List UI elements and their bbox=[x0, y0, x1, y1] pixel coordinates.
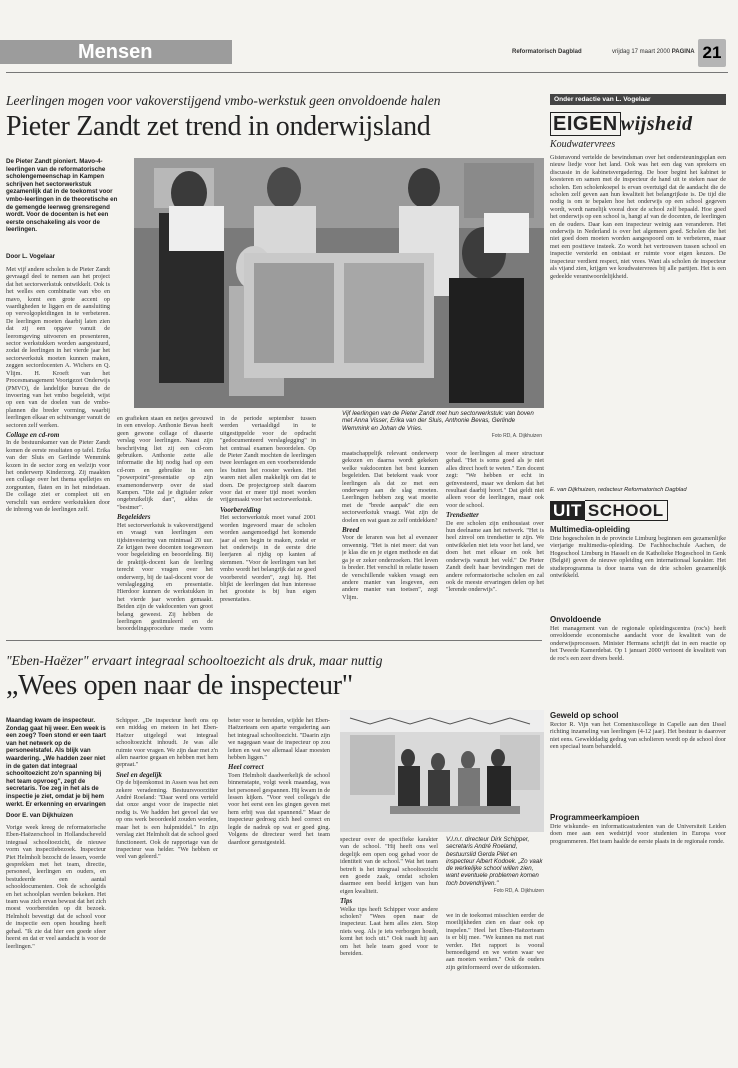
article1-col5b-text: De ere scholen zijn enthousiast over hun deelname aan het netwerk. "Het is heel zinvol om trendsetter te zijn. We ontwikkelen niet iets voor het land, we doen het met elkaar en ook het onderwijs vanuit het veld." De Pieter Zandt deelt haar bevindingen met de andere reformatorische scholen en zal ook de meeste ervaringen delen op het "lerende onderwijs". bbox=[446, 519, 544, 594]
article1-column-4 bbox=[342, 450, 438, 633]
article2-byline: Door E. van Dijkhuizen bbox=[6, 812, 74, 819]
article2-photo-caption: V.l.n.r. directeur Dirk Schipper, secretaris André Roeland, bestuurslid Gerda Pilet en inspecteur Albert Kodoek. „Zo vaak de werkelijke school willen zien, want eventuele problemen komen toch bovendrijven." bbox=[446, 836, 543, 887]
article2-col4-text: specteur over de specifieke karakter van de school. "Hij heeft ons wel degelijk een open oog gehad voor de identiteit van de school." Wat het team betreft is het integraal schooltoezicht een goede zaak, omdat scholen daarmee een beeld krijgen van hun eigen kwaliteit. bbox=[340, 836, 438, 895]
uit-item-text: Drie wiskunde- en informaticastudenten van de Universiteit Leiden doen mee aan een wedstrijd voor studenten in Europa voor programmeren. Het team haalde de eerste plaats in de regionale ronde. bbox=[550, 823, 726, 845]
article1-col2-text: en grafieken staan en netjes gevouwd in een envelop. Anthonie Bevas heeft geen gewone collage of diaserie verslag voor leerlingen. Naast zijn beschrijving liet zij een cd-rom gebruiken. Anthonie zette alle informatie die hij nodig had op een cd-rom en gebruikte in een "powerpoint"-presentatie op zijn examenonderwerp over de stad Kampen. "Die zal je digitaler zeker ongebruikelijk dan", aldus de "bestmer". bbox=[117, 415, 213, 511]
article2-column-5: we in de toekomst misschien eerder de moeilijkheden zien en daar ook op inspelen." Heel het Eben-Haëzerteam is er blij mee. "We kunnen nu met rust verder. Het rapport is vooral bemoedigend en we weten waar we aan moeten werken." Ook de ouders zijn geïnformeerd over de uitkomsten. bbox=[446, 912, 544, 971]
column-subtitle: Koudwatervrees bbox=[550, 139, 616, 150]
article2-kicker: "Eben-Haëzer" ervaart integraal schooltoezicht als druk, maar nuttig bbox=[6, 653, 383, 668]
article1-col1-text: Met vijf andere scholen is de Pieter Zandt gevraagd deel te nemen aan het project dat het sectorwerkstuk ontwikkelt. Ook is het welles een combinatie van vbo en mavo, komt een grote accent op vaardigheden te liggen en de aansluiting op vervolgopleidingen in te verbeteren. De leerlingen moeten daarbij laten zien dat zij een opgave vanuit de leeromgeving uitvoeren en presenteren, sector werkstukken worden aangestuurd, zodat de leerlingen in het vierde jaar het sectorwerkstuk moeten kunnen maken, zeggen sectordocenten A. Wichers en Q. Vlijm. H. Kroeft van het Procesmanagement Voortgezet Onderwijs (PMVO), de landelijke bureau die de invoering van het vmbo begeleidt, wijst op een van de doelen van de vmbo-plannen die breder vorming, waarbij leerlingen elkaar en schitvanger vanuit de sectoren zelf werken. bbox=[6, 266, 110, 429]
article1-photo bbox=[134, 158, 544, 408]
column-title bbox=[550, 113, 726, 136]
article1-col2b-text: Het sectorwerkstuk is vakoverstijgend en vraagt van leerlingen een tijdsinvestering van minimaal 20 uur. Ze krijgen twee docenten toegewezen voor begeleiding en beoordeling. Bij de praktijk-docent kan de leerling terecht voor vragen over het onderwerp, bij de taal-docent voor de verslaglegging en presentatie. Hierdoor kunnen de werkstukken in het vierde jaar worden gemaakt. Beiden zijn de vakdocenten van groot belang geweest. Zij hebben de leerlingen gestimuleerd en de beoordelingsprocedure mede vorm bbox=[117, 521, 213, 633]
article2-photo-caption-block bbox=[446, 836, 544, 894]
uit-school-items bbox=[550, 525, 726, 881]
article2-col4b-text: Welke tips heeft Schipper voor andere scholen? "Wees open naar de inspecteur. Laat hem alles zien. Stop niets weg. Als je iets verborgen houdt, komt het toch uit." Ook raadt hij aan om het hele team goed voor te bereiden. bbox=[340, 905, 438, 958]
uit-item bbox=[550, 615, 726, 707]
article1-col5-text: voor de leerlingen al meer structuur gehad. "Het is soms goed als je niet alles direct hoeft te weten." Een docent zegt: "We hebben er echt in geïnvesteerd, maar we denken dat het resultaat daarbij hoort." Dat geldt niet alleen voor de leerlingen, maar ook voor de school. bbox=[446, 450, 544, 509]
article2-col3b-text: Toen Helmholt daadwerkelijk de school binnenstapte, volgt week maandag, was het personeel gespannen. Hij kwam in de lessen kijken. "Voor veel collega's die voor het eerst een les gingen geven met hem erbij was dat spannend." Maar de inspecteur gedroeg zich heel correct en legde de nadruk op wat er goed ging. Volgens de directeur werd het team daardoor gerustgesteld. bbox=[228, 771, 330, 846]
page-number: 21 bbox=[698, 39, 726, 67]
article1-intro: De Pieter Zandt pioniert. Mavo-4-leerlingen van de reformatorische scholengemeenschap in Kampen schrijven het sectorwerkstuk gezamenlijk dat in de toekomst voor vmbo-leerlingen in de theoretische en de gemengde leerweg grensregend wordt. Voor de docenten is het een eerste onschakeling als voor de leerlingen. bbox=[6, 158, 118, 234]
article2-photo bbox=[340, 710, 544, 832]
uit-item-head: Multimedia-opleiding bbox=[550, 525, 630, 534]
article-divider bbox=[6, 640, 542, 641]
article2-col2-text: Schipper. „De inspecteur heeft ons op een middag en meteen in het Eben-Haëzer uitgelegd wat integraal schooltoezicht inhoudt. Je was alle ruimte voor vragen. We zijn daar met z'n allen naartoe gegaan en hebben met hem gepraat." bbox=[116, 717, 218, 769]
header-rule bbox=[6, 72, 728, 73]
article1-column-2 bbox=[117, 415, 213, 633]
article2-col3-text: beter voor te bereiden, wijdde het Eben-Haëzerteam een aparte vergadering aan het integraal schooltoezicht. "Daarin zijn we nagegaan waar de inspecteur op zou letten en wat we allemaal klaar moesten hebben liggen." bbox=[228, 717, 330, 762]
newspaper-name: Reformatorisch Dagblad bbox=[512, 49, 582, 55]
uit-title-box: UIT bbox=[550, 501, 585, 520]
article1-photo-caption: Vijf leerlingen van de Pieter Zandt met hun sectorwerkstuk: van boven met Anna Visser, Erika van der Sluis, Anthonie Bevas, Gerlinde Wemmink en Johan de Vries. bbox=[342, 410, 534, 432]
article1-headline: Pieter Zandt zet trend in onderwijsland bbox=[6, 111, 431, 142]
article2-column-4 bbox=[340, 836, 438, 1052]
article1-col1b-text: In de bestuurskamer van de Pieter Zandt komen de eerste resultaten op tafel. Erika van der Sluis en Gerlinde Wemmink kozen in de sector zorg en welzijn voor het onderwerp Kinderzorg. Zij maakten een collage over het thema spelletjes en zorgpunten, flaten en in het mindetaan. De collage ziet er compleet uit en verschilt van eerdere werkstukken door de inbreng van de leerlingen zelf. bbox=[6, 439, 110, 513]
school-staff-photo bbox=[340, 710, 544, 832]
article1-subhead-trendsetter: Trendsetter bbox=[446, 511, 479, 520]
sidebar bbox=[550, 94, 726, 881]
article2-column-1: Vorige week kreeg de reformatorische Eben-Haëzerschool in Hollandscheveld integraal schooltoezicht, de nieuwe vorm van inspectiebezoek. Inspecteur Piet Helmholt bezocht de lessen, voerde gesprekken met het team, directie, personeel, leerlingen en ouders, en bestudeerde een aantal schooldocumenten. Ook de schoolgids en het schoolplan werden bekeken. Het team was zich ervan bewust dat het zich moest voorbereiden op dit bezoek. Helmholt bevestigt dat de school voor de inspectie een open houding heeft gehad. "Ik zie dat hier een goede sfeer heerst en dat er veel aandacht is voor de leerlingen." bbox=[6, 824, 106, 950]
uit-item-head: Onvoldoende bbox=[550, 615, 602, 624]
sidebar-editor: Onder redactie van L. Vogelaar bbox=[550, 94, 726, 105]
article1-col3b-text: Het sectorwerkstuk moet vanaf 2001 worden ingevoerd maar de scholen worden aangemoedigd het komende jaar al een begin te maken, zodat er het onderwijs in de eerste drie leerjaren al rijdig op kanten af stemmen. "Voor de leerlingen van het vmbo wordt het belangrijk dat ze goed voorbereid worden", zegt hij. Het blijkt de leerlingen dat hun interesse het grootste is bij hun eigen presentaties. bbox=[220, 514, 316, 603]
uit-item-text: Rector R. Vijn van het Comeniuscollege in Capelle aan den IJssel richting inzameling van leerlingen (4-12 jaar). Het bestuur is daarover niet eens. Gewelddadig gedrag van scholieren wordt op de school door een speciaal team behandeld. bbox=[550, 721, 726, 751]
article2-subhead-snel: Snel en degelijk bbox=[116, 770, 162, 779]
article1-col3-text: in de periode september tussen werden vertaaldigd in te uitgestippelde voor de opdracht "gedocumenteerd verslaglegging" in het centraal examen beoordelen. Op de Pieter Zandt mochten de leerlingen twee leerdagen en een voorbereidende les buiten het rooster werken. Het waren niet allen makkelijk om dat te doen. De projectgroep stelt daarom voor dat er meer tijd moet worden vrijgemaakt voor het sectorwerkstuk. bbox=[220, 415, 316, 504]
uit-item-head: Geweld op school bbox=[550, 711, 619, 720]
article2-col2b-text: Op de bijeenkomst in Assen was het een zekere verademing. Bestuursvoorzitter André Roeland: "Daar werd ons verteld dat onze angst voor de inspectie niet nodig is. We hadden het gevoel dat we op ons werk beoordeeld zouden worden, maar het is een hulpmiddel." In zijn verslag ziet Helmholt dat de school goed functioneert. Ook de rapportage van de inspecteur was helder. "We hebben er veel van geleerd." bbox=[116, 779, 218, 861]
article1-col4-text: maatschappelijk relevant onderwerp gekozen en daarna wordt gekeken welke vakdocenten het best kunnen begeleiden. Dat betekent vaak voor leerlingen als dat ze met een onderwerp aan de slag moeten. Leerlingen hebben zeg wat moeite met de "brede aanpak" die een sectorwerkstuk vraagt. Wat zijn de doelen en wat gaan ze zelf ontdekken? bbox=[342, 450, 438, 524]
article2-headline: „Wees open naar de inspecteur" bbox=[6, 670, 353, 701]
students-photo bbox=[134, 158, 544, 408]
article1-subhead-breed: Breed bbox=[342, 526, 360, 535]
uit-item-text: Het management van de regionale opleidingscentra (roc's) heeft onvoldoende economische aandacht voor de kwaliteit van de onderwijsprocessen. Minister Hermans schrijft dat in een reactie op het Tweede Kamerdebat. Op 1 januari 2000 vertoont de kwaliteit van de roc's een zeer divers beeld. bbox=[550, 625, 726, 662]
article2-subhead-tips: Tips bbox=[340, 897, 353, 906]
article1-photo-credit: Foto RD, A. Dijkhuizen bbox=[491, 432, 542, 439]
article2-intro: Maandag kwam de inspecteur. Zondag gaat hij weer. Een week is een zoeg? Toen stond er een taart van het netwerk op de personeelstafel. Als blijk van waardering. „We hadden zeer niet in de gaten dat integraal schooltoezicht zo'n spanning bij het team opvroeg", zegt de secretaris. Toe zeg in het als de inspectie je ziet, omdat je bij hem werkt. Er erkenning en ervaringen bbox=[6, 717, 106, 808]
article2-photo-credit: Foto RD, A. Dijkhuizen bbox=[493, 888, 544, 895]
article1-subhead-collage: Collage en cd-rom bbox=[6, 430, 60, 439]
article1-column-1 bbox=[6, 266, 110, 631]
article1-col4b-text: Voor de leraren was het al evenzeer onwennig. "Het is niet meer: dat van je klas die en je eigen methode en dat ga je er zeker onderzoeken. Het leven is breder. Het verschil in relatie tussen de verschillende vakken vraagt een andere manier van lesgeven, een andere manier van toetsen", zegt Vlijm. bbox=[342, 534, 438, 601]
uit-title-rest: SCHOOL bbox=[585, 500, 668, 521]
uit-item bbox=[550, 711, 726, 809]
uit-item bbox=[550, 813, 726, 881]
date: vrijdag 17 maart 2000 bbox=[612, 49, 671, 55]
article2-subhead-correct: Heel correct bbox=[228, 763, 264, 772]
article2-column-2 bbox=[116, 717, 218, 1052]
column-title-box: EIGEN bbox=[550, 112, 621, 136]
column-title-rest: wijsheid bbox=[620, 113, 693, 135]
article1-subhead-begeleiders: Begeleiders bbox=[117, 513, 151, 522]
article1-byline: Door L. Vogelaar bbox=[6, 253, 56, 260]
uit-item-text: Drie hogescholen in de provincie Limburg beginnen een gezamenlijke vierjarige multimedia-opleiding. De Fachhochschule Aachen, de Hogeschool Limburg in Hasselt en de Katholieke Hogeschool in Genk (België) geven de nieuwe opleiding een internationaal karakter. Het studieprogramma is door teams van de drie scholen gezamenlijk ontwikkeld. bbox=[550, 535, 726, 580]
uit-item bbox=[550, 525, 726, 611]
article1-kicker: Leerlingen mogen voor vakoverstijgend vmbo-werkstuk geen onvoldoende halen bbox=[6, 93, 441, 108]
page-label: PAGINA bbox=[671, 49, 695, 55]
section-title: Mensen bbox=[0, 40, 232, 64]
column-text: Gisteravond vertelde de bewindsman over het ondersteuningsplan een nieuw liedje voor het land. Ook was het een dag van sprekers en discussie in de kabinetsvergadering. De boer begint het kabinet te koesteren en samen met de inspecteur de hand uit te steken naar de scholen. Een scholenkoepel is ervan overtuigd dat de aandacht die de scholen zelf geven aan hun kwaliteit het belangrijkste is. De tijd die nodig is om te bepalen hoe het onderwijs op een school gegeven wordt, wordt namelijk vooral door de school zelf bepaald. Hoe goed het onderwijs op een school is, hangt af van de docenten, de leerlingen en de ouders. Daar kan een inspecteur weinig aan veranderen. Het onderwijs in Nederland is over het algemeen goed. Scholen die het niet goed doen moeten worden aangespoord om te verbeteren, maar met een positieve insteek. Zo wordt het vertrouwen tussen school en inspectie versterkt en ontstaat er ruimte voor eigen keuzes. De inspecteur verdient respect, niet vrees. Want als scholen de inspecteur als vijand zien, krijgen we koudwatervrees bij alle partijen. Het is een gedeelde verantwoordelijkheid. bbox=[550, 154, 726, 280]
dateline bbox=[612, 49, 695, 55]
uit-item-head: Programmeerkampioen bbox=[550, 813, 640, 822]
article1-column-3 bbox=[220, 415, 316, 633]
article1-column-5 bbox=[446, 450, 544, 633]
column-signature: E. van Dijkhuizen, redacteur Reformatorisch Dagblad bbox=[550, 487, 687, 493]
uit-school-title bbox=[550, 501, 726, 521]
article2-column-3 bbox=[228, 717, 330, 1052]
article1-subhead-voorbereiding: Voorbereiding bbox=[220, 505, 261, 514]
article1-photo-caption-block bbox=[342, 410, 542, 439]
